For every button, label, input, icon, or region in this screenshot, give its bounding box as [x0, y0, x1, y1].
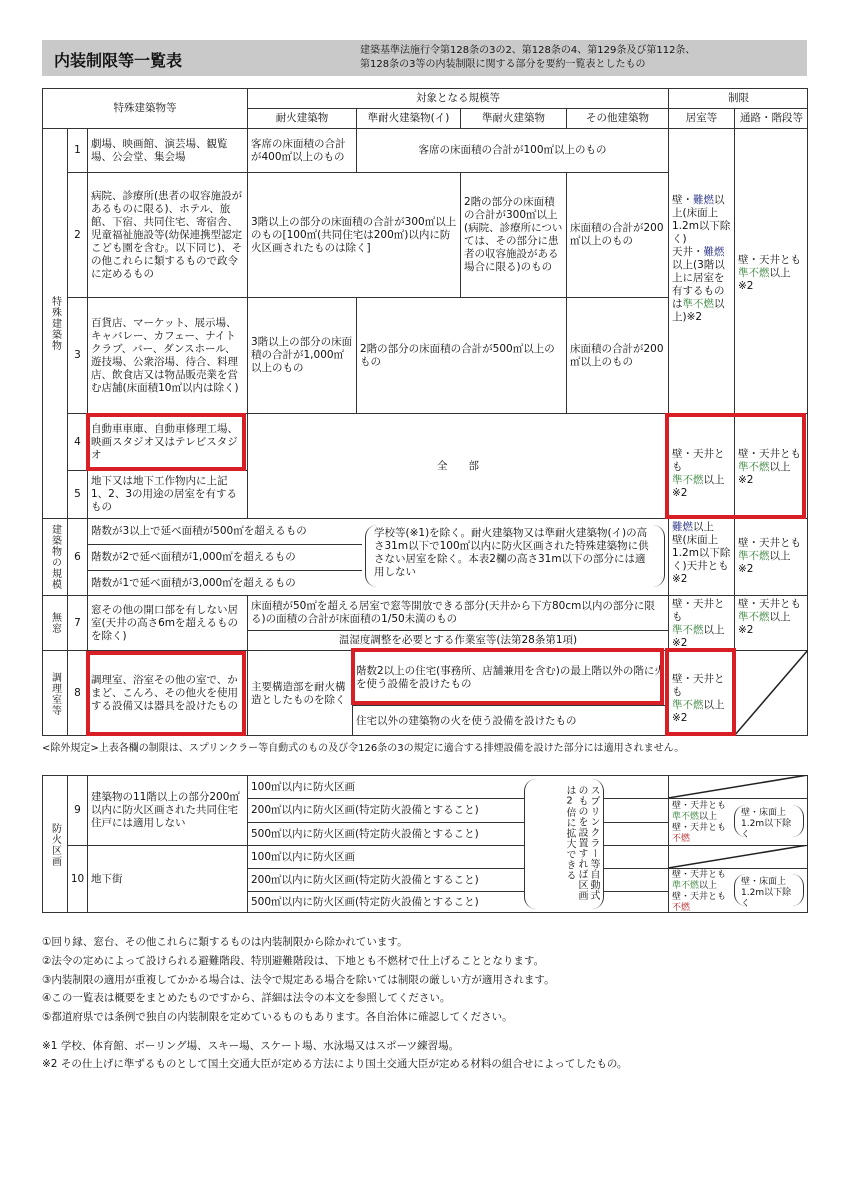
limit-text: ※2 — [672, 712, 688, 724]
limit-text: ※2 — [738, 624, 754, 636]
use-cell: 建築物の11階以上の部分200㎡以内に防火区画された共同住宅住戸には適用しない — [87, 775, 247, 845]
limit-quasi-noncombustible: 準不燃 — [672, 812, 700, 822]
row-number: 8 — [67, 650, 87, 736]
limit-text: ※2 — [672, 637, 688, 649]
scale-cell: 階数が3以上で延べ面積が500㎡を超えるもの — [87, 518, 362, 544]
limit-text: 以上 — [769, 461, 791, 473]
limit-text: 1.2m以下除く — [741, 819, 792, 840]
limit-room — [668, 128, 734, 413]
scope-cell: 3階以上の部分の床面積の合計が1,000㎡以上のもの — [247, 297, 356, 413]
limit-text: ※2 — [672, 573, 688, 585]
limit-quasi-noncombustible: 準不燃 — [672, 699, 704, 711]
limit-passage-na — [734, 650, 808, 736]
limit-text: 以上 — [769, 550, 791, 562]
scope-cell-all: 全 部 — [247, 413, 668, 518]
limit-text: 壁・ — [672, 194, 693, 206]
limit-text: 壁・天井とも — [738, 598, 801, 610]
limit-text: 以上 — [693, 521, 714, 533]
limit-flame-retardant: 難燃 — [703, 246, 725, 258]
footnote-item: ※1 学校、体育館、ボーリング場、スキー場、スケート場、水泳場又はスポーツ練習場。 — [42, 1040, 460, 1052]
note-item: ①回り縁、窓台、その他これらに類するものは内装制限から除かれています。 — [42, 936, 408, 948]
area-cell: 200㎡以内に防火区画(特定防火設備とすること) — [247, 868, 668, 891]
fire-sub-note — [734, 874, 804, 909]
scope-cell: 2階の部分の床面積の合計が500㎡以上のもの — [356, 297, 566, 413]
note-item: ③内装制限の適用が重複してかかる場合は、法令で規定ある場合を除いては制限の厳しい方が適用されます。 — [42, 974, 555, 986]
category-special: 特殊建築物 — [42, 128, 67, 518]
header-special: 特殊建築物等 — [42, 88, 247, 128]
use-cell: 自動車車庫、自動車修理工場、映画スタジオ又はテレビスタジオ — [87, 413, 247, 470]
note-item: ②法令の定めによって設けられる避難階段、特別避難階段は、下地とも不燃材で仕上げることとなります。 — [42, 955, 545, 967]
header-passage: 通路・階段等 — [734, 108, 808, 128]
highlight-box — [86, 651, 246, 736]
limit-text: 壁・床面上 — [741, 877, 787, 887]
use-cell: 百貨店、マーケット、展示場、キャバレー、カフェー、ナイトクラブ、バー、ダンスホール、遊技場、公衆浴場、待合、料理店、飲食店又は物品販売業を営む店舗(床面積10㎡以内は除く) — [87, 297, 247, 413]
scope-cell: 床面積が50㎡を超える居室で窓等開放できる部分(天井から下方80cm以内の部分に限る)の面積の合計が床面積の1/50未満のもの — [247, 595, 668, 630]
limit-text: 以上)※2 — [672, 298, 725, 323]
limit-text: 壁・天井とも — [672, 598, 725, 623]
limit-quasi-noncombustible: 準不燃 — [672, 474, 704, 486]
limit-text: 1.2m以下除く — [741, 888, 792, 909]
limit-passage — [734, 595, 808, 650]
header-col: 耐火建築物 — [247, 108, 356, 128]
highlight-box — [351, 648, 664, 705]
use-cell: 窓その他の開口部を有しない居室(天井の高さ6mを超えるものを除く) — [87, 595, 247, 650]
limit-noncombustible: 不燃 — [672, 834, 691, 844]
limit-text: 以上 — [703, 699, 725, 711]
limit-text: 壁・天井とも — [672, 892, 727, 902]
area-cell: 100㎡以内に防火区画 — [247, 845, 668, 868]
limit-text: 以上 — [769, 611, 791, 623]
limit-text: 壁・天井とも — [672, 823, 727, 833]
row-number: 1 — [67, 128, 87, 172]
row-number: 2 — [67, 172, 87, 297]
limit-text: ※2 — [672, 487, 688, 499]
limit-text: 壁・天井とも — [672, 870, 727, 880]
limit-text: 壁・天井とも — [738, 448, 801, 460]
limit-noncombustible: 不燃 — [672, 903, 691, 913]
category-kitchen: 調理室等 — [42, 650, 67, 736]
limit-quasi-noncombustible: 準不燃 — [738, 267, 770, 279]
scale-note: 学校等(※1)を除く。耐火建築物又は準耐火建築物(イ)の高さ31m以下で100㎡以内に防火区画された特殊建築物に供さない居室を除く。本表2欄の高さ31m以下の部分には適用しない — [365, 525, 665, 587]
subtitle-line: 第128条の3等の内装制限に関する部分を要約一覧表としたもの — [360, 59, 646, 70]
area-cell: 500㎡以内に防火区画(特定防火設備とすること) — [247, 891, 668, 913]
scale-cell: 階数が2で延べ面積が1,000㎡を超えるもの — [87, 544, 362, 570]
footnote-item: ※2 その仕上げに準ずるものとして国土交通大臣が定める方法により国土交通大臣が定める材料の組合せによってしたもの。 — [42, 1058, 628, 1070]
limit-text: 壁・天井とも — [672, 448, 725, 473]
restriction-table — [42, 88, 808, 736]
limit-text: 壁・天井とも — [672, 673, 725, 698]
header-limit: 制限 — [668, 88, 808, 108]
page-title: 内装制限等一覧表 — [54, 51, 183, 70]
limit-quasi-noncombustible: 準不燃 — [738, 461, 770, 473]
limit-text: ※2 — [738, 280, 754, 292]
note-item: ⑤都道府県では条例で独自の内装制限を定めているものもあります。各自治体に確認してください。 — [42, 1011, 513, 1023]
exclusion-note: <除外規定>上表各欄の制限は、スプリンクラー等自動式のもの及び令126条の3の規定に適合する排煙設備を設けた部分には適用されません。 — [42, 743, 685, 754]
category-fire: 防火区画 — [42, 775, 67, 913]
header-col: 準耐火建築物 — [460, 108, 566, 128]
limit-na — [668, 775, 808, 798]
fire-compartment-table — [42, 775, 808, 913]
limit-text: 壁・床面上 — [741, 808, 787, 818]
subtitle-line: 建築基準法施行令第128条の3の2、第128条の4、第129条及び第112条、 — [360, 45, 696, 56]
area-cell: 500㎡以内に防火区画(特定防火設備とすること) — [247, 822, 668, 845]
row-number: 6 — [67, 518, 87, 595]
scope-cell: 主要構造部を耐火構造としたものを除く — [247, 650, 352, 736]
use-cell: 劇場、映画館、演芸場、観覧場、公会堂、集会場 — [87, 128, 247, 172]
limit-quasi-noncombustible: 準不燃 — [672, 624, 704, 636]
limit-room — [668, 518, 734, 595]
highlight-box — [86, 413, 246, 471]
scope-cell: 住宅以外の建築物の火を使う設備を設けたもの — [352, 705, 668, 736]
limit-text: 壁・天井とも — [738, 537, 801, 549]
fire-sub-note — [734, 805, 804, 840]
scope-cell: 2階の部分の床面積の合計が300㎡以上(病院、診療所については、その部分に患者の収容施設がある場合に限る)のもの — [460, 172, 566, 297]
scope-cell: 客席の床面積の合計が400㎡以上のもの — [247, 128, 356, 172]
category-nowindow: 無窓 — [42, 595, 67, 650]
use-cell: 調理室、浴室その他の室で、かまど、こんろ、その他火を使用する設備又は器具を設けたもの — [87, 650, 247, 736]
scope-cell: 客席の床面積の合計が100㎡以上のもの — [356, 128, 668, 172]
header-col: その他建築物 — [566, 108, 668, 128]
scope-cell: 3階以上の部分の床面積の合計が300㎡以上のもの[100㎡(共同住宅は200㎡)以内に防火区画されたものは除く] — [247, 172, 460, 297]
limit-text: 以上 — [703, 624, 725, 636]
limit-quasi-noncombustible: 準不燃 — [682, 298, 714, 310]
limit-text: 以上 — [703, 474, 725, 486]
sprinkler-note: スプリンクラー等自動式のものを設置すれば区画は2倍に拡大できる — [524, 779, 604, 909]
note-item: ④この一覧表は概要をまとめたものですから、詳細は法令の本文を参照してください。 — [42, 992, 451, 1004]
limit-text: 壁・天井とも — [738, 254, 801, 266]
use-cell: 地下街 — [87, 845, 247, 913]
highlight-box — [665, 648, 736, 736]
limit-text: 以上 — [699, 881, 718, 891]
row-number: 10 — [67, 845, 87, 913]
highlight-box — [665, 413, 806, 519]
limit-passage — [734, 128, 808, 413]
limit-flame-retardant: 難燃 — [672, 521, 693, 533]
limit-text: 以上(3階以上に居室を有するものは — [672, 259, 725, 310]
limit-quasi-noncombustible: 準不燃 — [738, 611, 770, 623]
limit-text: 以上 — [699, 812, 718, 822]
header-scope: 対象となる規模等 — [247, 88, 668, 108]
row-number: 4 — [67, 413, 87, 470]
limit-room — [668, 595, 734, 650]
area-cell: 100㎡以内に防火区画 — [247, 775, 668, 798]
scope-cell: 温湿度調整を必要とする作業室等(法第28条第1項) — [247, 630, 668, 650]
scope-cell: 階数2以上の住宅(事務所、店舗兼用を含む)の最上階以外の階に火を使う設備を設けたもの — [352, 650, 668, 705]
category-scale: 建築物の規模 — [42, 518, 67, 595]
row-number: 7 — [67, 595, 87, 650]
limit-text: 壁・天井とも — [672, 801, 727, 811]
subtitle — [360, 44, 800, 72]
limit-text: 以上(床面上1.2m以下除く) — [672, 194, 731, 245]
header-room: 居室等 — [668, 108, 734, 128]
limit-text: ※2 — [738, 474, 754, 486]
limit-quasi-noncombustible: 準不燃 — [672, 881, 700, 891]
header-col: 準耐火建築物(イ) — [356, 108, 460, 128]
use-cell: 地下又は地下工作物内に上記1、2、3の用途の居室を有するもの — [87, 470, 247, 518]
scale-cell: 階数が1で延べ面積が3,000㎡を超えるもの — [87, 570, 362, 595]
use-cell: 病院、診療所(患者の収容施設があるものに限る)、ホテル、旅館、下宿、共同住宅、寄宿舎、児童福祉施設等(幼保連携型認定こども園を含む。以下同じ)、その他これらに類するもので政令に定めるもの — [87, 172, 247, 297]
area-cell: 200㎡以内に防火区画(特定防火設備とすること) — [247, 798, 668, 822]
scope-cell: 床面積の合計が200㎡以上のもの — [566, 172, 668, 297]
limit-flame-retardant: 難燃 — [693, 194, 714, 206]
limit-text: 壁(床面上1.2m以下除く)天井とも — [672, 534, 731, 572]
limit-quasi-noncombustible: 準不燃 — [738, 550, 770, 562]
limit-text: ※2 — [738, 563, 754, 575]
scope-cell: 床面積の合計が200㎡以上のもの — [566, 297, 668, 413]
limit-text: 以上 — [769, 267, 791, 279]
limit-na — [668, 845, 808, 868]
row-number: 5 — [67, 470, 87, 518]
limit-passage — [734, 518, 808, 595]
limit-text: 天井・ — [672, 246, 704, 258]
row-number: 3 — [67, 297, 87, 413]
row-number: 9 — [67, 775, 87, 845]
